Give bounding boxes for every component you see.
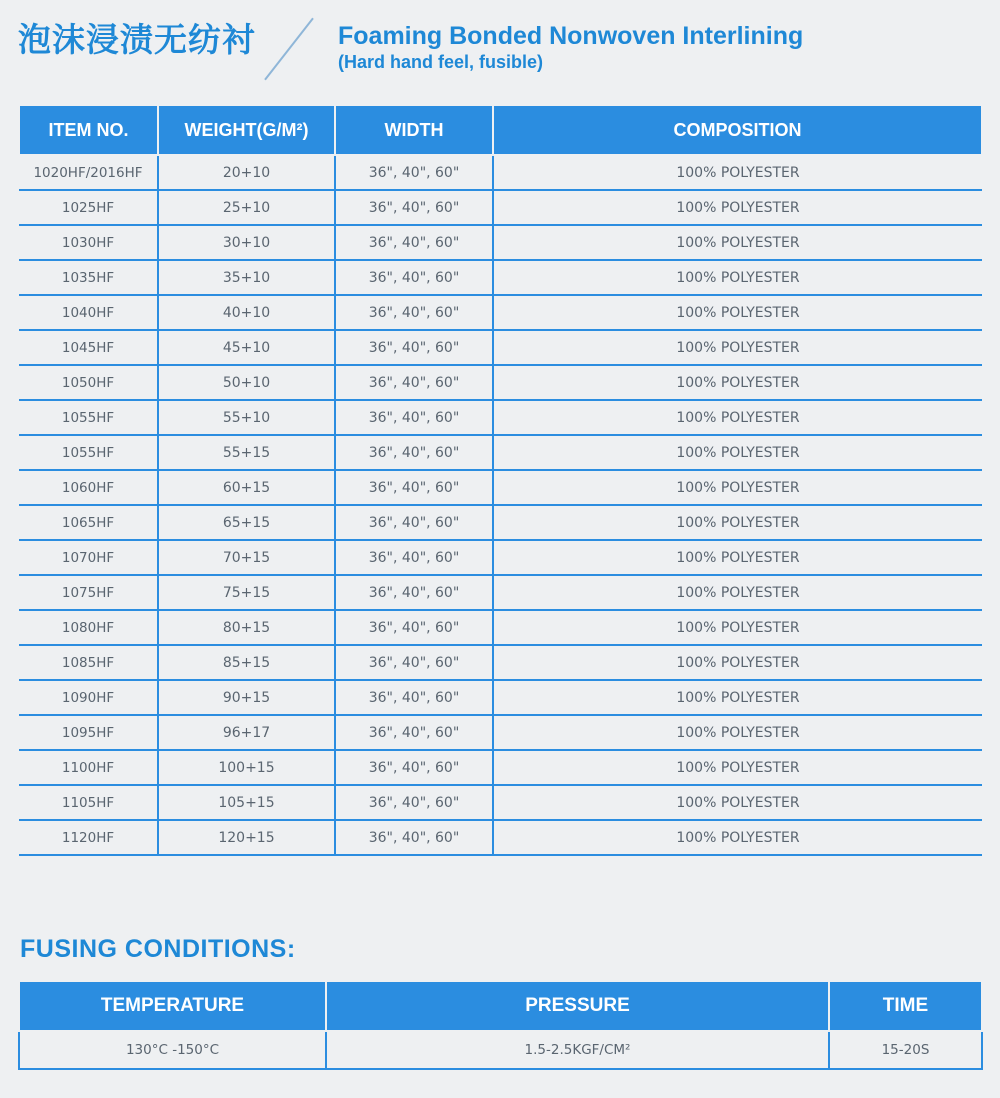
composition-cell: 100% POLYESTER (493, 260, 982, 295)
table-row (19, 260, 982, 295)
weight-cell: 70+15 (158, 540, 335, 575)
time-value: 15-20S (829, 1031, 982, 1069)
composition-cell: 100% POLYESTER (493, 435, 982, 470)
table-row (19, 365, 982, 400)
weight-cell: 96+17 (158, 715, 335, 750)
width-cell: 36", 40", 60" (335, 470, 493, 505)
weight-cell: 75+15 (158, 575, 335, 610)
composition-cell: 100% POLYESTER (493, 505, 982, 540)
column-header-pressure: PRESSURE (326, 981, 829, 1031)
weight-cell: 40+10 (158, 295, 335, 330)
width-cell: 36", 40", 60" (335, 365, 493, 400)
weight-cell: 60+15 (158, 470, 335, 505)
composition-cell: 100% POLYESTER (493, 610, 982, 645)
width-cell: 36", 40", 60" (335, 715, 493, 750)
width-cell: 36", 40", 60" (335, 610, 493, 645)
table-row (19, 330, 982, 365)
table-row (19, 470, 982, 505)
table-row (19, 190, 982, 225)
item-no-cell: 1095HF (19, 715, 158, 750)
composition-cell: 100% POLYESTER (493, 680, 982, 715)
width-cell: 36", 40", 60" (335, 820, 493, 855)
table-row (19, 540, 982, 575)
column-header-time: TIME (829, 981, 982, 1031)
composition-cell: 100% POLYESTER (493, 820, 982, 855)
english-title: Foaming Bonded Nonwoven Interlining (338, 22, 804, 50)
item-no-cell: 1060HF (19, 470, 158, 505)
item-no-cell: 1065HF (19, 505, 158, 540)
item-no-cell: 1055HF (19, 435, 158, 470)
table-row (19, 610, 982, 645)
item-no-cell: 1120HF (19, 820, 158, 855)
fusing-conditions-title: FUSING CONDITIONS: (20, 935, 296, 963)
english-subtitle: (Hard hand feel, fusible) (338, 52, 544, 72)
weight-cell: 35+10 (158, 260, 335, 295)
table-row (19, 575, 982, 610)
item-no-cell: 1100HF (19, 750, 158, 785)
width-cell: 36", 40", 60" (335, 330, 493, 365)
composition-cell: 100% POLYESTER (493, 470, 982, 505)
table-row (19, 680, 982, 715)
title-divider (264, 18, 314, 81)
width-cell: 36", 40", 60" (335, 190, 493, 225)
width-cell: 36", 40", 60" (335, 295, 493, 330)
table-row (19, 400, 982, 435)
width-cell: 36", 40", 60" (335, 680, 493, 715)
pressure-value: 1.5-2.5KGF/CM² (326, 1031, 829, 1069)
weight-cell: 85+15 (158, 645, 335, 680)
column-header-weight: WEIGHT(G/M²) (158, 105, 335, 155)
item-no-cell: 1025HF (19, 190, 158, 225)
column-header-width: WIDTH (335, 105, 493, 155)
composition-cell: 100% POLYESTER (493, 190, 982, 225)
composition-cell: 100% POLYESTER (493, 785, 982, 820)
composition-cell: 100% POLYESTER (493, 750, 982, 785)
item-no-cell: 1105HF (19, 785, 158, 820)
item-no-cell: 1090HF (19, 680, 158, 715)
table-row (19, 645, 982, 680)
fusing-table-row (19, 1031, 982, 1069)
item-no-cell: 1030HF (19, 225, 158, 260)
weight-cell: 45+10 (158, 330, 335, 365)
weight-cell: 90+15 (158, 680, 335, 715)
table-row (19, 505, 982, 540)
spec-table (18, 104, 983, 856)
item-no-cell: 1045HF (19, 330, 158, 365)
spec-table-body (19, 155, 982, 855)
table-row (19, 715, 982, 750)
item-no-cell: 1020HF/2016HF (19, 155, 158, 190)
weight-cell: 80+15 (158, 610, 335, 645)
table-row (19, 820, 982, 855)
width-cell: 36", 40", 60" (335, 785, 493, 820)
width-cell: 36", 40", 60" (335, 540, 493, 575)
temperature-value: 130°C -150°C (19, 1031, 326, 1069)
item-no-cell: 1085HF (19, 645, 158, 680)
weight-cell: 55+15 (158, 435, 335, 470)
weight-cell: 20+10 (158, 155, 335, 190)
composition-cell: 100% POLYESTER (493, 575, 982, 610)
weight-cell: 105+15 (158, 785, 335, 820)
chinese-title: 泡沫浸渍无纺衬 (18, 20, 256, 59)
item-no-cell: 1050HF (19, 365, 158, 400)
fusing-table-header-row (19, 981, 982, 1031)
weight-cell: 65+15 (158, 505, 335, 540)
weight-cell: 100+15 (158, 750, 335, 785)
item-no-cell: 1080HF (19, 610, 158, 645)
composition-cell: 100% POLYESTER (493, 155, 982, 190)
composition-cell: 100% POLYESTER (493, 400, 982, 435)
composition-cell: 100% POLYESTER (493, 365, 982, 400)
table-row (19, 435, 982, 470)
width-cell: 36", 40", 60" (335, 225, 493, 260)
width-cell: 36", 40", 60" (335, 575, 493, 610)
width-cell: 36", 40", 60" (335, 750, 493, 785)
table-row (19, 225, 982, 260)
column-header-composition: COMPOSITION (493, 105, 982, 155)
width-cell: 36", 40", 60" (335, 155, 493, 190)
item-no-cell: 1055HF (19, 400, 158, 435)
composition-cell: 100% POLYESTER (493, 330, 982, 365)
table-row (19, 155, 982, 190)
page-header (0, 0, 1000, 90)
composition-cell: 100% POLYESTER (493, 295, 982, 330)
width-cell: 36", 40", 60" (335, 505, 493, 540)
weight-cell: 25+10 (158, 190, 335, 225)
composition-cell: 100% POLYESTER (493, 645, 982, 680)
table-row (19, 750, 982, 785)
width-cell: 36", 40", 60" (335, 260, 493, 295)
item-no-cell: 1075HF (19, 575, 158, 610)
weight-cell: 50+10 (158, 365, 335, 400)
fusing-table (18, 980, 983, 1070)
column-header-item-no: ITEM NO. (19, 105, 158, 155)
weight-cell: 120+15 (158, 820, 335, 855)
width-cell: 36", 40", 60" (335, 400, 493, 435)
width-cell: 36", 40", 60" (335, 435, 493, 470)
composition-cell: 100% POLYESTER (493, 225, 982, 260)
item-no-cell: 1035HF (19, 260, 158, 295)
weight-cell: 55+10 (158, 400, 335, 435)
table-row (19, 785, 982, 820)
composition-cell: 100% POLYESTER (493, 715, 982, 750)
item-no-cell: 1070HF (19, 540, 158, 575)
weight-cell: 30+10 (158, 225, 335, 260)
spec-table-header-row (19, 105, 982, 155)
composition-cell: 100% POLYESTER (493, 540, 982, 575)
width-cell: 36", 40", 60" (335, 645, 493, 680)
column-header-temperature: TEMPERATURE (19, 981, 326, 1031)
table-row (19, 295, 982, 330)
item-no-cell: 1040HF (19, 295, 158, 330)
